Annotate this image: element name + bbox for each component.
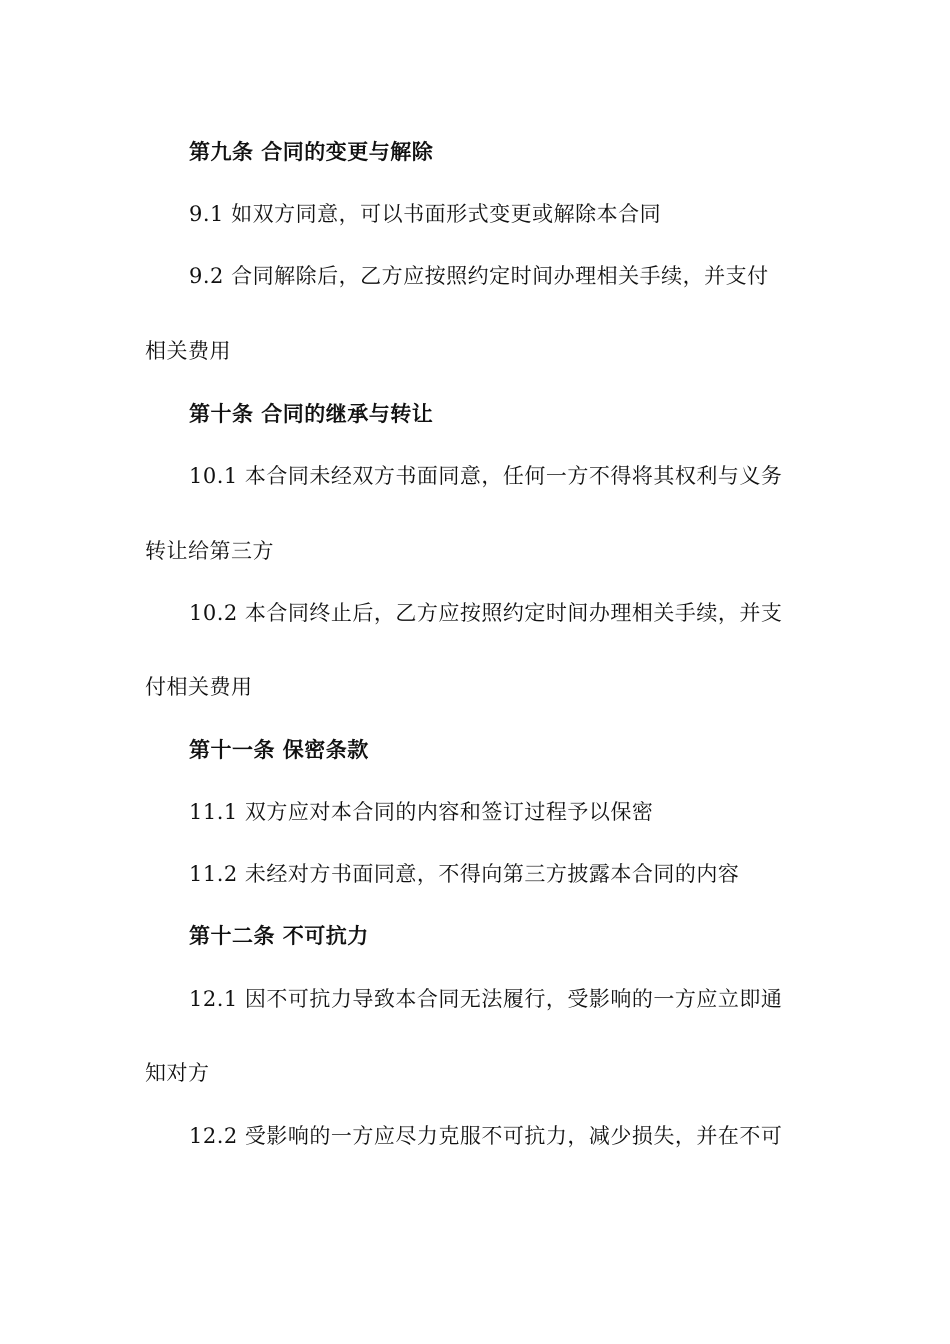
clause-9-2-continuation: 相关费用 bbox=[145, 339, 231, 363]
clause-10-1: 10.1 本合同未经双方书面同意，任何一方不得将其权利与义务 bbox=[189, 464, 783, 488]
clause-10-1-continuation: 转让给第三方 bbox=[145, 539, 274, 563]
clause-9-2: 9.2 合同解除后，乙方应按照约定时间办理相关手续，并支付 bbox=[189, 264, 769, 288]
clause-12-1: 12.1 因不可抗力导致本合同无法履行，受影响的一方应立即通 bbox=[189, 987, 783, 1011]
clause-10-2-continuation: 付相关费用 bbox=[145, 675, 253, 699]
clause-11-1: 11.1 双方应对本合同的内容和签订过程予以保密 bbox=[189, 800, 654, 824]
section-heading-9: 第九条 合同的变更与解除 bbox=[189, 140, 434, 164]
clause-11-2: 11.2 未经对方书面同意，不得向第三方披露本合同的内容 bbox=[189, 862, 740, 886]
clause-12-1-continuation: 知对方 bbox=[145, 1061, 210, 1085]
clause-10-2: 10.2 本合同终止后，乙方应按照约定时间办理相关手续，并支 bbox=[189, 601, 783, 625]
clause-12-2: 12.2 受影响的一方应尽力克服不可抗力，减少损失，并在不可 bbox=[189, 1124, 783, 1148]
clause-9-1: 9.1 如双方同意，可以书面形式变更或解除本合同 bbox=[189, 202, 662, 226]
section-heading-11: 第十一条 保密条款 bbox=[189, 738, 369, 762]
section-heading-10: 第十条 合同的继承与转让 bbox=[189, 402, 434, 426]
section-heading-12: 第十二条 不可抗力 bbox=[189, 924, 369, 948]
